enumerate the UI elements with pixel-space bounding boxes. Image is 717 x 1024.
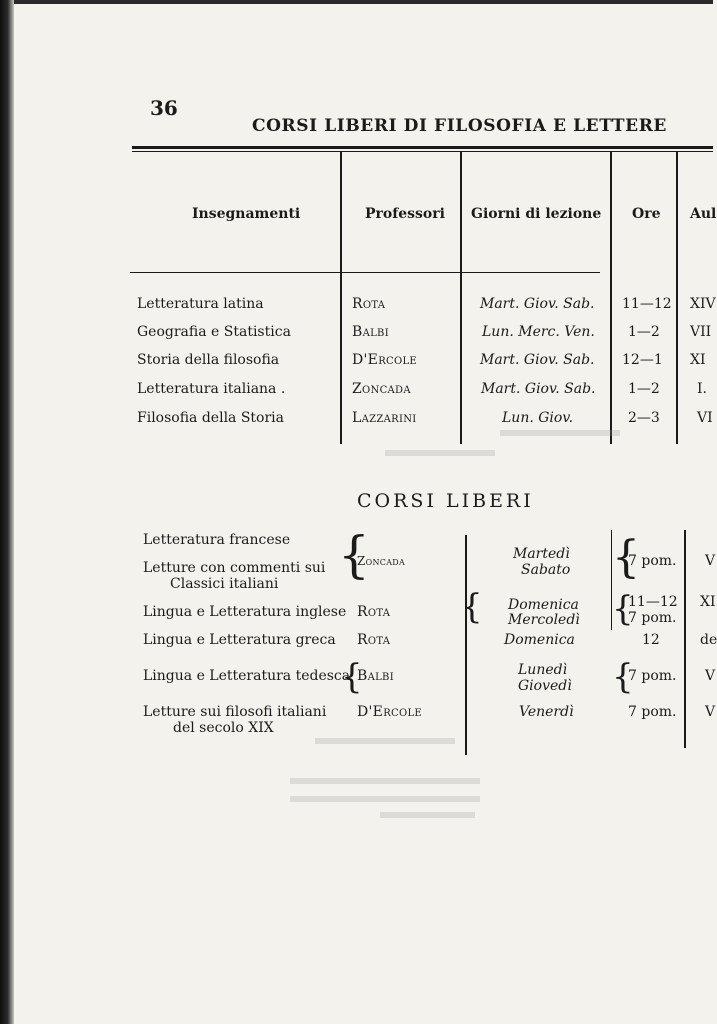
section-title: CORSI LIBERI xyxy=(357,490,534,512)
page-top-edge xyxy=(0,0,713,4)
row-professor: D'Ercole xyxy=(357,704,423,720)
curly-brace: { xyxy=(341,657,363,697)
row-subject-line2: del secolo XIX xyxy=(173,720,274,736)
row-hours-line2: 7 pom. xyxy=(628,610,677,626)
bleed-through-mark xyxy=(290,796,480,802)
row-days-line2: Giovedì xyxy=(518,678,572,694)
bleed-through-mark xyxy=(500,430,620,436)
row-hours: 2—3 xyxy=(628,410,660,426)
row-room: V xyxy=(705,668,716,684)
row-room: XI xyxy=(690,352,706,368)
row-subject: Lingua e Letteratura greca xyxy=(143,632,336,648)
row-room: V xyxy=(705,553,716,569)
row-days: Domenica xyxy=(508,597,579,613)
row-days-line2: Sabato xyxy=(521,562,571,578)
row-hours: 1—2 xyxy=(628,381,660,397)
bleed-through-mark xyxy=(315,738,455,744)
page-binding-edge xyxy=(0,0,14,1024)
row-room: V xyxy=(705,704,716,720)
row-subject: Lingua e Letteratura inglese xyxy=(143,604,347,620)
row-subject: Letture sui filosofi italiani xyxy=(143,704,327,720)
row-subject: Letteratura italiana . xyxy=(137,381,286,397)
row-professor: Rota xyxy=(357,632,391,648)
row-days-line2: Mercoledì xyxy=(508,612,580,628)
row-days: Lunedì xyxy=(518,662,568,678)
header-rule xyxy=(130,272,600,273)
row-hours: 1—2 xyxy=(628,324,660,340)
curly-brace: { xyxy=(612,589,634,629)
row-days: Venerdì xyxy=(519,704,574,720)
row-professor: Lazzarini xyxy=(352,410,417,426)
column-divider xyxy=(460,152,462,444)
header-room: Aul xyxy=(690,206,717,222)
row-hours: 7 pom. xyxy=(628,553,677,569)
header-days: Giorni di lezione xyxy=(471,206,602,222)
page-title: CORSI LIBERI DI FILOSOFIA E LETTERE xyxy=(252,116,667,136)
row-subject-line2: Classici italiani xyxy=(170,576,279,592)
column-divider xyxy=(610,152,612,444)
row-subject: Filosofia della Storia xyxy=(137,410,285,426)
row-days: Domenica xyxy=(504,632,575,648)
row-room: de xyxy=(700,632,717,648)
row-professor: Balbi xyxy=(352,324,389,340)
header-professor: Professori xyxy=(365,206,445,222)
row-hours: 12 xyxy=(642,632,660,648)
row-room: XIV xyxy=(690,296,716,312)
row-hours: 11—12 xyxy=(628,594,678,610)
row-subject: Letteratura francese xyxy=(143,532,291,548)
row-hours: 11—12 xyxy=(622,296,672,312)
row-professor: Rota xyxy=(357,604,391,620)
bleed-through-mark xyxy=(290,778,480,784)
header-subject: Insegnamenti xyxy=(192,206,301,222)
header-hours: Ore xyxy=(632,206,661,222)
page-number: 36 xyxy=(150,96,178,120)
row-hours: 12—1 xyxy=(622,352,663,368)
top-rule-thick xyxy=(132,146,713,149)
row-days: Lun. Giov. xyxy=(502,410,574,426)
column-divider xyxy=(676,152,678,444)
bleed-through-mark xyxy=(385,450,495,456)
row-subject: Lingua e Letteratura tedesca xyxy=(143,668,351,684)
bleed-through-mark xyxy=(380,812,475,818)
row-days: Mart. Giov. Sab. xyxy=(480,296,595,312)
curly-brace: { xyxy=(461,587,483,627)
row-room: XI xyxy=(700,594,716,610)
column-divider xyxy=(340,152,342,444)
row-days: Lun. Merc. Ven. xyxy=(482,324,595,340)
row-room: VI xyxy=(697,410,713,426)
column-divider xyxy=(465,535,467,755)
row-professor: Zoncada xyxy=(357,554,406,568)
row-professor: Rota xyxy=(352,296,386,312)
row-room: VII xyxy=(690,324,712,340)
row-professor: Balbi xyxy=(357,668,394,684)
row-hours: 7 pom. xyxy=(628,704,677,720)
row-professor: Zoncada xyxy=(352,381,411,397)
row-room: I. xyxy=(697,381,707,397)
row-subject: Storia della filosofia xyxy=(137,352,280,368)
row-days: Mart. Giov. Sab. xyxy=(481,381,596,397)
row-subject: Letteratura latina xyxy=(137,296,264,312)
row-hours: 7 pom. xyxy=(628,668,677,684)
row-days: Martedì xyxy=(513,546,570,562)
row-professor: D'Ercole xyxy=(352,352,418,368)
curly-brace: { xyxy=(612,657,634,697)
curly-brace: { xyxy=(612,532,640,583)
row-subject: Letture con commenti sui xyxy=(143,560,326,576)
curly-brace: { xyxy=(338,526,370,584)
top-rule-thin xyxy=(132,151,713,152)
row-subject: Geografia e Statistica xyxy=(137,324,291,340)
row-days: Mart. Giov. Sab. xyxy=(480,352,595,368)
column-divider xyxy=(684,530,686,748)
